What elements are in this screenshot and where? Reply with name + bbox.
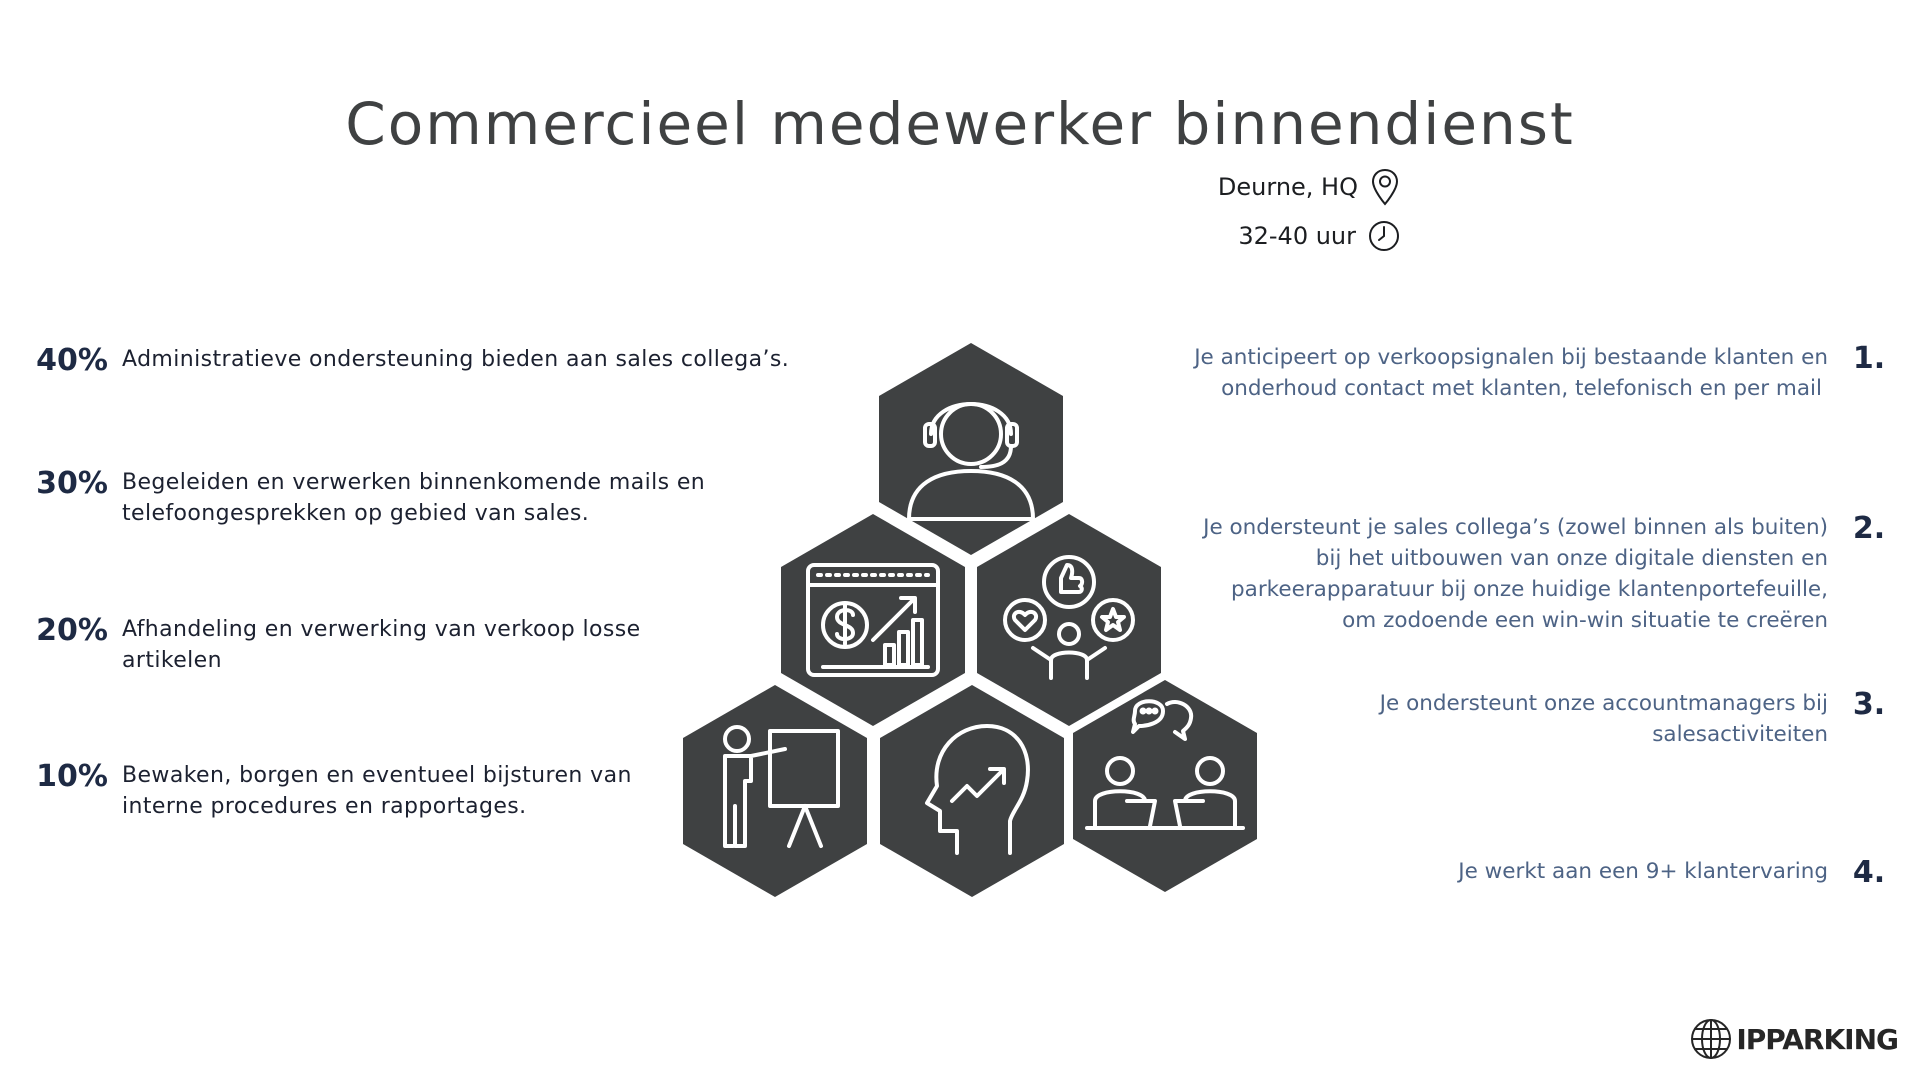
responsibility-text xyxy=(1098,688,1828,750)
responsibility-line: om zodoende een win-win situatie te creëren xyxy=(1342,608,1828,633)
responsibility-number: 2. xyxy=(1852,511,1886,546)
location-row xyxy=(1218,168,1400,206)
responsibility-number: 3. xyxy=(1852,687,1886,722)
responsibility-item xyxy=(1098,512,1900,636)
task-text: Bewaken, borgen en eventueel bijsturen van interne procedures en rapportages. xyxy=(122,763,632,819)
clock-icon xyxy=(1368,220,1400,252)
task-percent: 20% xyxy=(36,613,108,648)
logo-text: IPPARKING xyxy=(1736,1022,1898,1056)
dollar-chart-icon xyxy=(781,514,965,726)
map-pin-icon xyxy=(1370,168,1400,206)
company-logo xyxy=(1690,1018,1898,1060)
page-title: Commercieel medewerker binnendienst xyxy=(345,90,1575,158)
head-growth-icon xyxy=(880,685,1064,897)
task-percent: 40% xyxy=(36,343,108,378)
responsibility-line: onderhoud contact met klanten, telefonisch en per mail xyxy=(1221,376,1822,401)
task-percent: 10% xyxy=(36,759,108,794)
responsibility-text xyxy=(1098,856,1828,887)
task-item xyxy=(22,760,682,822)
task-item xyxy=(22,614,682,676)
responsibility-number: 4. xyxy=(1852,855,1886,890)
task-item xyxy=(22,467,762,529)
responsibility-text xyxy=(1098,342,1828,404)
headset-agent-icon xyxy=(879,343,1063,555)
task-text: Afhandeling en verwerking van verkoop losse artikelen xyxy=(122,617,641,673)
responsibility-line: Je anticipeert op verkoopsignalen bij bestaande klanten en xyxy=(1194,345,1828,370)
responsibility-line: bij het uitbouwen van onze digitale diensten en xyxy=(1315,546,1828,571)
responsibility-number: 1. xyxy=(1852,341,1886,376)
responsibility-item xyxy=(1098,856,1900,890)
task-text: Begeleiden en verwerken binnenkomende mails en telefoongesprekken op gebied van sales. xyxy=(122,470,706,526)
responsibility-line: parkeerapparatuur bij onze huidige klantenportefeuille, xyxy=(1231,577,1828,602)
responsibility-item xyxy=(1098,342,1900,404)
hours-row xyxy=(1238,220,1400,252)
hours-text: 32-40 uur xyxy=(1238,222,1356,250)
location-text: Deurne, HQ xyxy=(1217,173,1358,201)
globe-logo-icon xyxy=(1690,1018,1732,1060)
responsibility-line: Je werkt aan een 9+ klantervaring xyxy=(1458,859,1828,884)
responsibility-line: salesactiviteiten xyxy=(1652,722,1828,747)
task-text: Administratieve ondersteuning bieden aan sales collega’s. xyxy=(122,347,790,372)
presentation-icon xyxy=(683,685,867,897)
responsibility-line: Je ondersteunt je sales collega’s (zowel binnen als buiten) xyxy=(1203,515,1828,540)
task-percent: 30% xyxy=(36,466,108,501)
responsibility-item xyxy=(1098,688,1900,750)
responsibility-text xyxy=(1098,512,1828,636)
responsibility-line: Je ondersteunt onze accountmanagers bij xyxy=(1379,691,1828,716)
